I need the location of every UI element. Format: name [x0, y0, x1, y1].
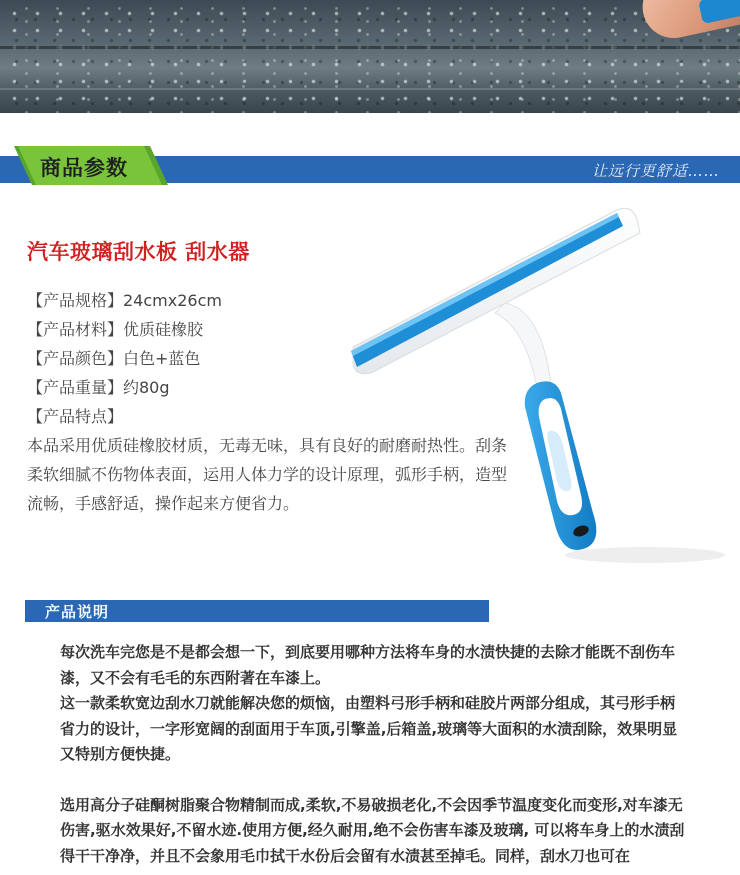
water-droplets — [0, 0, 740, 113]
spec-color: 【产品颜色】白色+蓝色 — [27, 349, 201, 368]
intro-paragraph: 这一款柔软宽边刮水刀就能解决您的烦恼，由塑料弓形手柄和硅胶片两部分组成，其弓形手柄省力的设计，一字形宽阔的刮面用于车顶,引擎盖,后箱盖,玻璃等大面积的水渍刮除，效果明显又特别方便快捷。 — [60, 694, 678, 763]
intro-section-title: 产品说明 — [45, 603, 110, 621]
intro-body — [60, 640, 685, 869]
intro-header-bar — [25, 600, 489, 622]
wiper-edge — [0, 46, 740, 49]
product-description: 本品采用优质硅橡胶材质，无毒无味，具有良好的耐磨耐热性。刮条柔软细腻不伤物体表面，运用人体力学的设计原理，弧形手柄，造型流畅，手感舒适，操作起来方便省力。 — [27, 436, 508, 513]
slogan-text: 让远行更舒适…… — [591, 162, 720, 180]
product-title: 汽车玻璃刮水板 刮水器 — [27, 240, 250, 264]
spec-weight: 【产品重量】约80g — [27, 378, 170, 397]
params-section-title: 商品参数 — [40, 156, 128, 180]
spec-material: 【产品材料】优质硅橡胶 — [27, 320, 204, 339]
intro-paragraph: 每次洗车完您是不是都会想一下，到底要用哪种方法将车身的水渍快捷的去除才能既不刮伤车漆，又不会有毛毛的东西附著在车漆上。 — [60, 643, 676, 687]
hero-banner-image — [0, 0, 740, 113]
spec-features-label: 【产品特点】 — [27, 407, 124, 426]
squeegee-product-image — [345, 195, 740, 590]
intro-paragraph: 选用高分子硅酮树脂聚合物精制而成,柔软,不易破损老化,不会因季节温度变化而变形,对车漆无伤害,驱水效果好,不留水迹.使用方便,经久耐用,绝不会伤害车漆及玻璃, 可以将车身上的水渍刮得干干净净，并且不会象用毛巾拭干水份后会留有水渍甚至掉毛。同样，刮水刀也可在 — [60, 795, 685, 865]
paragraph-gap — [60, 768, 685, 793]
spec-size: 【产品规格】24cmx26cm — [27, 291, 222, 310]
glass-reflection — [0, 88, 740, 90]
